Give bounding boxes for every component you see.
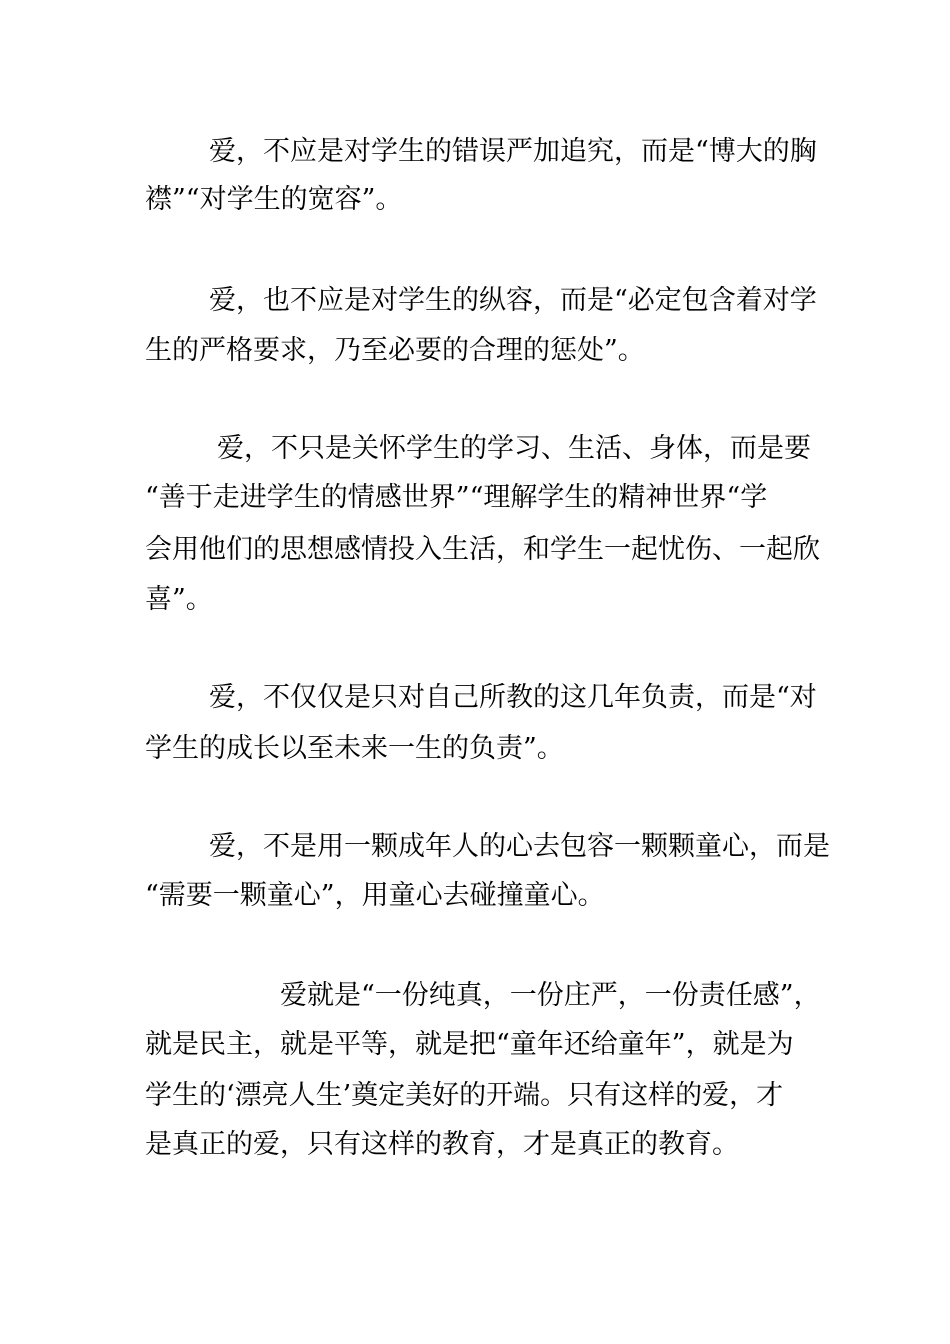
paragraph-6-line-4: 是真正的爱，只有这样的教育，才是真正的教育。 [145,1129,739,1160]
paragraph-3-line-1: 爱，不只是关怀学生的学习、生活、身体，而是要 [217,433,811,464]
paragraph-3-line-3: 会用他们的思想感情投入生活，和学生一起忧伤、一起欣 [145,534,820,565]
paragraph-3-line-4: 喜”。 [145,584,213,615]
paragraph-5-line-2: “需要一颗童心”，用童心去碰撞童心。 [145,880,605,911]
paragraph-3-line-2: “善于走进学生的情感世界”“理解学生的精神世界“学 [145,482,768,513]
paragraph-6-line-2: 就是民主，就是平等，就是把“童年还给童年”，就是为 [145,1029,794,1060]
paragraph-2-line-2: 生的严格要求，乃至必要的合理的惩处”。 [145,335,645,366]
paragraph-1-line-1: 爱，不应是对学生的错误严加追究，而是“博大的胸 [209,136,817,167]
paragraph-4-line-2: 学生的成长以至未来一生的负责”。 [145,733,564,764]
paragraph-2-line-1: 爱，也不应是对学生的纵容，而是“必定包含着对学 [209,285,817,316]
paragraph-1-line-2: 襟”“对学生的宽容”。 [145,184,403,215]
paragraph-6-line-1: 爱就是“一份纯真，一份庄严，一份责任感”， [280,980,821,1011]
paragraph-6-line-3: 学生的‘漂亮人生’奠定美好的开端。只有这样的爱，才 [145,1080,784,1111]
paragraph-5-line-1: 爱，不是用一颗成年人的心去包容一颗颗童心，而是 [209,831,830,862]
paragraph-4-line-1: 爱，不仅仅是只对自己所教的这几年负责，而是“对 [209,682,817,713]
